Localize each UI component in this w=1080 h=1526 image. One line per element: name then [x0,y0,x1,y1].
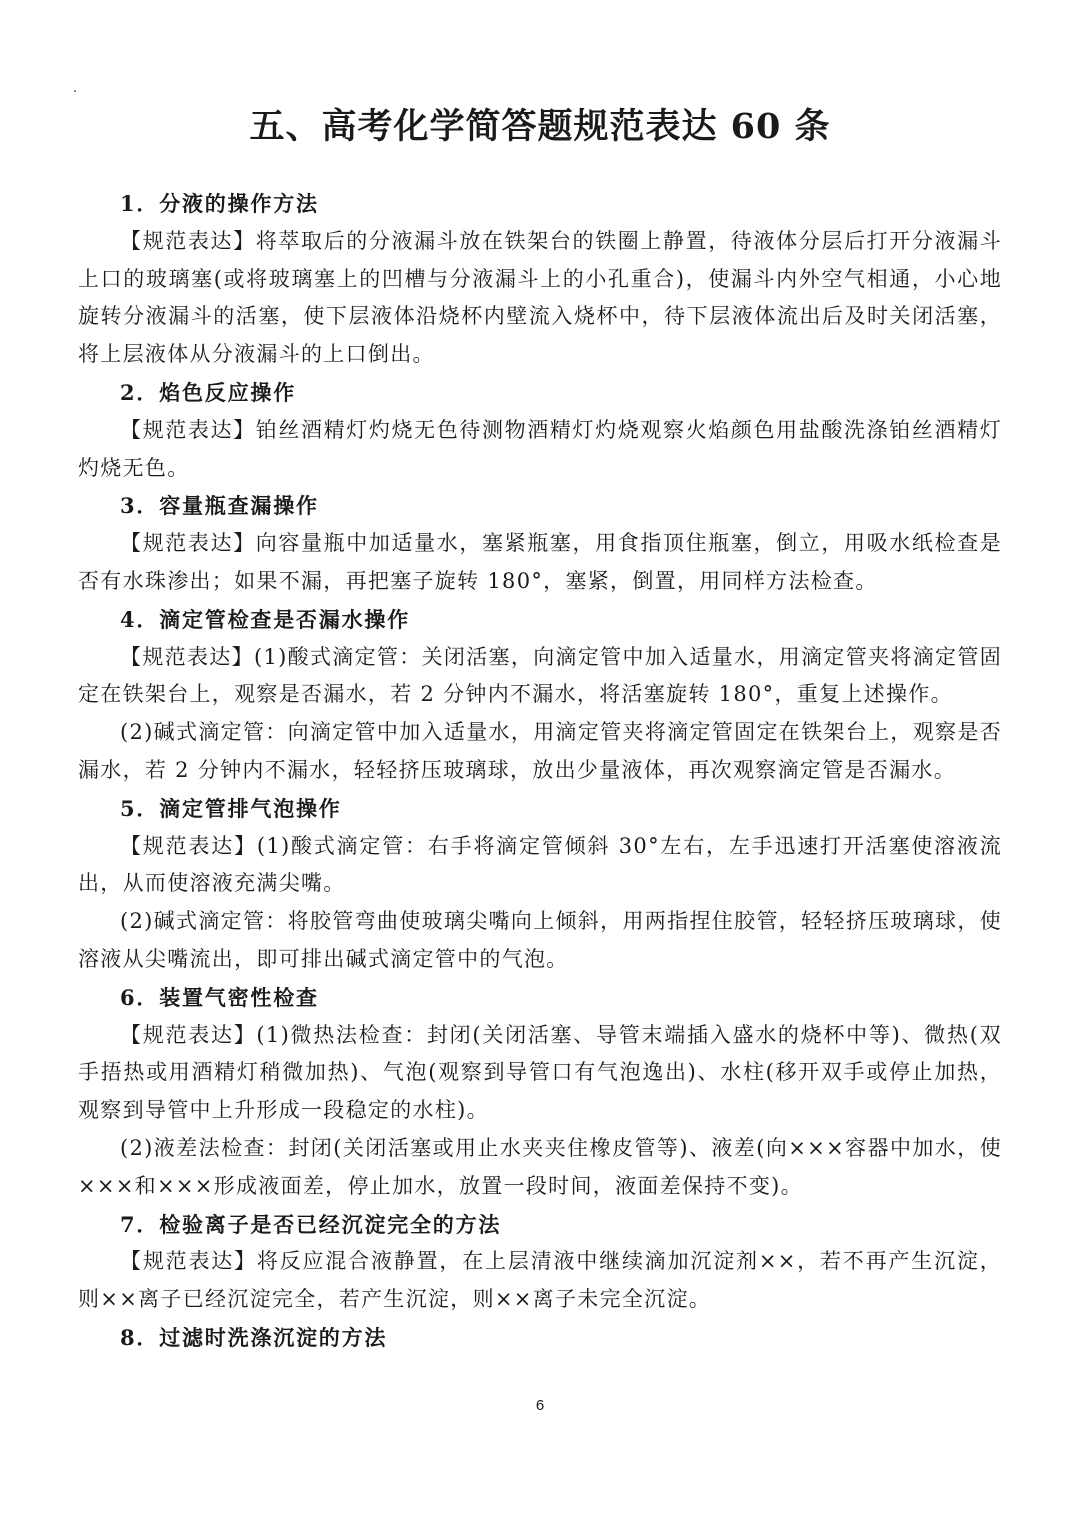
section-heading: 4．滴定管检查是否漏水操作 [120,606,411,632]
section-heading: 1．分液的操作方法 [120,191,319,216]
document-body [78,185,1002,1357]
section-heading: 6．装置气密性检查 [120,984,319,1010]
section-heading: 3．容量瓶查漏操作 [120,493,319,519]
section-paragraph: 【规范表达】将反应混合液静置，在上层清液中继续滴加沉淀剂××，若不再产生沉淀，则××离子已经沉淀完全，若产生沉淀，则××离子未完全沉淀。 [78,1249,1002,1312]
section-paragraph: 【规范表达】(1)酸式滴定管：关闭活塞，向滴定管中加入适量水，用滴定管夹将滴定管固定在铁架台上，观察是否漏水，若 2 分钟内不漏水，将活塞旋转 180°，重复上述操作。 [78,644,1002,707]
section-paragraph: (2)液差法检查：封闭(关闭活塞或用止水夹夹住橡皮管等)、液差(向×××容器中加水，使×××和×××形成液面差，停止加水，放置一段时间，液面差保持不变)。 [78,1135,1002,1198]
page-title: 五、高考化学简答题规范表达 60 条 [249,106,831,147]
section-paragraph: (2)碱式滴定管：向滴定管中加入适量水，用滴定管夹将滴定管固定在铁架台上，观察是否漏水，若 2 分钟内不漏水，轻轻挤压玻璃球，放出少量液体，再次观察滴定管是否漏水。 [78,720,1002,782]
scan-mark [74,90,76,92]
section-paragraph: 【规范表达】将萃取后的分液漏斗放在铁架台的铁圈上静置，待液体分层后打开分液漏斗上口的玻璃塞(或将玻璃塞上的凹槽与分液漏斗上的小孔重合)，使漏斗内外空气相通，小心地旋转分液漏斗的活塞，使下层液体沿烧杯内壁流入烧杯中，待下层液体流出后及时关闭活塞，将上层液体从分液漏斗的上口倒出。 [78,228,1002,367]
section-heading: 8．过滤时洗涤沉淀的方法 [120,1324,388,1350]
section-heading: 5．滴定管排气泡操作 [120,795,342,821]
section-paragraph: (2)碱式滴定管：将胶管弯曲使玻璃尖嘴向上倾斜，用两指捏住胶管，轻轻挤压玻璃球，使溶液从尖嘴流出，即可排出碱式滴定管中的气泡。 [78,909,1002,971]
section-heading: 7．检验离子是否已经沉淀完全的方法 [120,1211,502,1237]
section-paragraph: 【规范表达】向容量瓶中加适量水，塞紧瓶塞，用食指顶住瓶塞，倒立，用吸水纸检查是否有水珠渗出；如果不漏，再把塞子旋转 180°，塞紧，倒置，用同样方法检查。 [78,531,1002,593]
section-paragraph: 【规范表达】(1)酸式滴定管：右手将滴定管倾斜 30°左右，左手迅速打开活塞使溶液流出，从而使溶液充满尖嘴。 [78,833,1002,896]
section-paragraph: 【规范表达】(1)微热法检查：封闭(关闭活塞、导管末端插入盛水的烧杯中等)、微热(双手捂热或用酒精灯稍微加热)、气泡(观察到导管口有气泡逸出)、水柱(移开双手或停止加热，观察到导管中上升形成一段稳定的水柱)。 [78,1022,1002,1123]
section-heading: 2．焰色反应操作 [120,379,297,405]
page-number: 6 [535,1397,545,1414]
section-paragraph: 【规范表达】铂丝酒精灯灼烧无色待测物酒精灯灼烧观察火焰颜色用盐酸洗涤铂丝酒精灯灼烧无色。 [78,417,1002,480]
